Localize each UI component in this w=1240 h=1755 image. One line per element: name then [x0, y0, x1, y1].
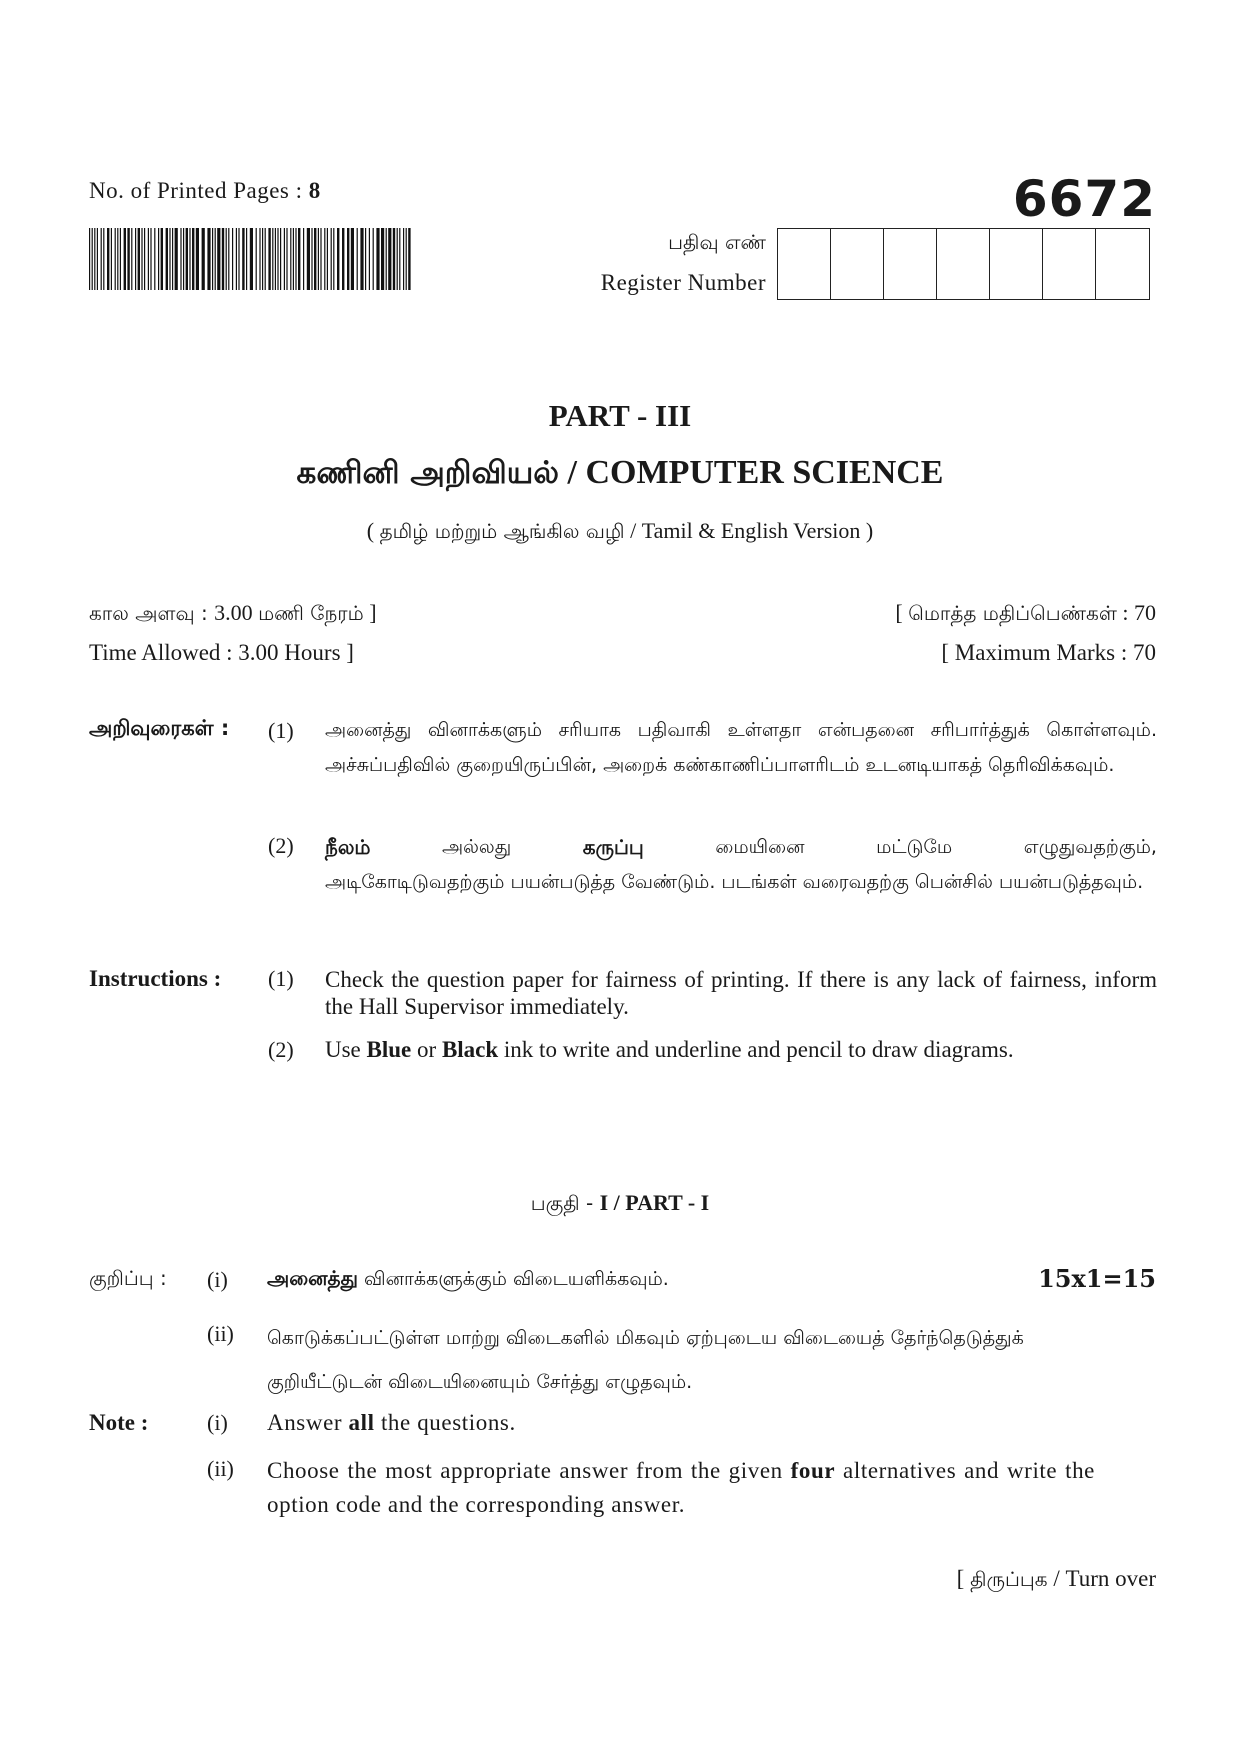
barcode-bar — [307, 228, 310, 290]
note-english-i-number: (i) — [207, 1410, 228, 1435]
subject-title-english: COMPUTER SCIENCE — [585, 454, 944, 491]
barcode-bar — [373, 228, 374, 290]
register-label-tamil: பதிவு எண் — [668, 230, 766, 254]
barcode-bar — [107, 228, 109, 290]
note-english-i-text — [267, 1410, 516, 1436]
note-tamil-ii-text: கொடுக்கப்பட்டுள்ள மாற்று விடைகளில் மிகவும் ஏற்புடைய விடையைத் தேர்ந்தெடுத்துக் குறியீட்டுடன் விடையினையும் சேர்த்து எழுதவும். — [267, 1327, 1024, 1393]
barcode-bar — [280, 228, 281, 290]
barcode-bar — [175, 228, 178, 290]
barcode-bar — [314, 228, 316, 290]
barcode-bar — [293, 228, 294, 290]
barcode-bar — [295, 228, 296, 290]
paper-code: 6672 — [1012, 170, 1156, 228]
barcode-bar — [342, 228, 344, 290]
note-en-i-bold: all — [348, 1410, 375, 1435]
instruction-english-2-text — [325, 1037, 1157, 1063]
time-allowed-english: Time Allowed : 3.00 Hours ] — [89, 640, 354, 665]
barcode-bar — [275, 228, 276, 290]
max-marks-english: [ Maximum Marks : 70 — [941, 640, 1156, 665]
barcode-bar — [393, 228, 395, 290]
barcode-bar — [303, 228, 304, 290]
barcode-bar — [333, 228, 334, 290]
marks-tamil-label: மொத்த மதிப்பெண்கள் — [908, 601, 1117, 625]
barcode-bar — [131, 228, 132, 290]
barcode-bar — [256, 228, 257, 290]
only-word-tamil: மட்டுமே — [876, 836, 953, 858]
barcode-bar — [268, 228, 270, 290]
barcode-bar — [320, 228, 321, 290]
barcode-bar — [265, 228, 266, 290]
barcode-bar — [259, 228, 260, 290]
barcode-bar — [161, 228, 163, 290]
ins-en-2-part1: Use — [325, 1037, 367, 1062]
time-allowed-tamil — [89, 600, 377, 628]
instruction-tamil-2-rest: அடிகோடிடுவதற்கும் பயன்படுத்த வேண்டும். படங்கள் வரைவதற்கு பென்சில் பயன்படுத்தவும். — [325, 871, 1144, 893]
barcode-bar — [376, 228, 379, 290]
barcode-bar — [284, 228, 285, 290]
printed-pages-label: No. of Printed Pages : — [89, 178, 303, 203]
barcode-bar — [337, 228, 339, 290]
barcode-bar — [101, 228, 102, 290]
subject-title — [0, 454, 1240, 495]
printed-pages-line — [89, 178, 321, 204]
note-tamil-i-bold: அனைத்து — [267, 1266, 358, 1290]
barcode-bar — [215, 228, 216, 290]
instruction-tamil-1-number: (1) — [268, 718, 294, 743]
marks-scheme: 15x1=15 — [1038, 1264, 1156, 1293]
barcode-bar — [148, 228, 149, 290]
marks-tamil-value: : 70 — [1116, 600, 1156, 625]
barcode-bar — [277, 228, 278, 290]
barcode-bar — [89, 228, 90, 290]
barcode-bar — [236, 228, 237, 290]
note-en-i-part1: Answer — [267, 1410, 349, 1435]
barcode-bar — [158, 228, 159, 290]
ins-en-2-part2: or — [411, 1037, 442, 1062]
barcode-bar — [386, 228, 387, 290]
part-one-heading-tamil: பகுதி - — [530, 1191, 600, 1215]
register-digit-box[interactable] — [831, 229, 884, 299]
instruction-tamil-2-number: (2) — [268, 833, 294, 858]
barcode-bar — [290, 228, 291, 290]
instruction-english-1-text: Check the question paper for fairness of printing. If there is any lack of fairness, inform the Hall Supervisor immediately. — [325, 967, 1157, 1019]
printed-pages-value: 8 — [308, 178, 321, 203]
register-number-boxes[interactable] — [777, 228, 1150, 300]
barcode-bar — [207, 228, 210, 290]
barcode-bar — [232, 228, 233, 290]
instruction-tamil-2-text — [325, 830, 1157, 900]
barcode-bar — [347, 228, 349, 290]
barcode-bar — [324, 228, 325, 290]
barcode-bar — [365, 228, 366, 290]
part-one-heading-english: I / PART - I — [599, 1190, 710, 1215]
barcode-bar — [381, 228, 384, 290]
barcode-bar — [262, 228, 263, 290]
barcode-bar — [286, 228, 287, 290]
barcode-bar — [388, 228, 391, 290]
barcode-bar — [92, 228, 93, 290]
note-en-ii-part2: alternatives and write the option code and the corresponding answer. — [267, 1458, 1095, 1517]
barcode-bar — [311, 228, 312, 290]
ink-word-tamil: மையினை — [715, 836, 805, 858]
note-tamil-label: குறிப்பு : — [89, 1266, 167, 1290]
turn-over-tamil: திருப்புக — [970, 1567, 1048, 1591]
instructions-tamil-label: அறிவுரைகள் : — [89, 716, 230, 740]
register-digit-box[interactable] — [1096, 229, 1149, 299]
note-tamil-ii-number: (ii) — [207, 1321, 234, 1346]
black-word: Black — [441, 1037, 499, 1062]
barcode-bar — [246, 228, 247, 290]
barcode-bar — [242, 228, 244, 290]
register-label-english: Register Number — [600, 270, 766, 295]
barcode-bar — [115, 228, 116, 290]
barcode-bar — [357, 228, 358, 290]
barcode-bar — [180, 228, 181, 290]
barcode-bar — [272, 228, 273, 290]
barcode-bar — [141, 228, 142, 290]
barcode-bar — [183, 228, 184, 290]
time-tamil-label: கால அளவு : — [89, 601, 215, 625]
barcode-bar — [327, 228, 328, 290]
barcode-bar — [192, 228, 194, 290]
barcode-bar — [117, 228, 118, 290]
note-tamil-i-number: (i) — [207, 1267, 228, 1292]
note-tamil-i-rest: வினாக்களுக்கும் விடையளிக்கவும். — [357, 1268, 669, 1290]
barcode-bar — [298, 228, 300, 290]
register-digit-box[interactable] — [990, 229, 1043, 299]
turn-over-open: [ — [956, 1566, 971, 1591]
barcode-bar — [111, 228, 112, 290]
barcode-bar — [135, 228, 136, 290]
instructions-english-label: Instructions : — [89, 966, 222, 991]
barcode-image — [89, 228, 415, 290]
barcode-bar — [408, 228, 410, 290]
register-digit-box[interactable] — [937, 229, 990, 299]
register-digit-box[interactable] — [778, 229, 831, 299]
ins-en-2-part3: ink to write and underline and pencil to draw diagrams. — [498, 1037, 1014, 1062]
note-english-label: Note : — [89, 1410, 149, 1435]
barcode-bar — [154, 228, 155, 290]
barcode-bar — [238, 228, 239, 290]
barcode-bar — [351, 228, 354, 290]
barcode-bar — [127, 228, 129, 290]
barcode-bar — [212, 228, 213, 290]
turn-over-footer — [957, 1566, 1156, 1594]
barcode-bar — [406, 228, 407, 290]
version-open: ( — [366, 518, 380, 543]
barcode-bar — [360, 228, 363, 290]
time-tamil-value: 3.00 — [214, 600, 259, 625]
barcode-bar — [202, 228, 205, 290]
part-title: PART - III — [548, 398, 692, 433]
subject-title-tamil: கணினி அறிவியல் — [296, 455, 560, 491]
part-one-heading — [0, 1190, 1240, 1218]
version-line — [0, 518, 1240, 546]
blue-word-tamil: நீலம் — [325, 835, 371, 859]
version-tamil: தமிழ் மற்றும் ஆங்கில வழி — [379, 519, 625, 543]
barcode-bar — [403, 228, 404, 290]
barcode-bar — [186, 228, 188, 290]
barcode-bar — [144, 228, 145, 290]
barcode-bar — [103, 228, 104, 290]
barcode-bar — [138, 228, 140, 290]
barcode-bar — [150, 228, 151, 290]
barcode-bar — [124, 228, 126, 290]
barcode-bar — [97, 228, 98, 290]
barcode-bar — [120, 228, 121, 290]
instruction-tamil-1-text: அனைத்து வினாக்களும் சரியாக பதிவாகி உள்ளதா என்பதனை சரிபார்த்துக் கொள்ளவும். அச்சுப்பதிவில் குறையிருப்பின், அறைக் கண்காணிப்பாளரிடம் உடனடியாகத் தெரிவிக்கவும். — [325, 719, 1157, 776]
time-tamil-unit: மணி நேரம் — [258, 601, 364, 625]
barcode-bar — [222, 228, 224, 290]
time-tamil-close: ] — [363, 600, 377, 625]
barcode-bar — [369, 228, 370, 290]
barcode-bar — [172, 228, 173, 290]
instruction-english-2-number: (2) — [268, 1037, 294, 1062]
note-en-i-part2: the questions. — [374, 1410, 516, 1435]
barcode-bar — [94, 228, 95, 290]
or-word-tamil: அல்லது — [442, 836, 512, 858]
barcode-bar — [397, 228, 398, 290]
note-en-ii-part1: Choose the most appropriate answer from the given — [267, 1458, 791, 1483]
barcode-bar — [196, 228, 199, 290]
version-english: / Tamil & English Version ) — [624, 518, 874, 543]
note-tamil-i-text — [267, 1266, 669, 1293]
marks-tamil-open: [ — [895, 600, 909, 625]
turn-over-english: / Turn over — [1047, 1566, 1156, 1591]
barcode-bar — [217, 228, 220, 290]
write-word-tamil: எழுதுவதற்கும், — [1023, 836, 1157, 858]
register-digit-box[interactable] — [1043, 229, 1096, 299]
subject-title-separator: / — [559, 454, 586, 491]
note-en-ii-bold: four — [790, 1458, 836, 1483]
barcode-bar — [166, 228, 168, 290]
max-marks-tamil — [895, 600, 1156, 628]
note-english-ii-number: (ii) — [207, 1456, 234, 1481]
blue-word: Blue — [366, 1037, 412, 1062]
barcode-bar — [318, 228, 319, 290]
register-digit-box[interactable] — [884, 229, 937, 299]
instruction-english-1-number: (1) — [268, 966, 294, 991]
black-word-tamil: கருப்பு — [582, 835, 644, 859]
barcode-bar — [226, 228, 227, 290]
barcode-bar — [399, 228, 400, 290]
barcode-bar — [228, 228, 229, 290]
note-english-ii-text — [267, 1454, 1095, 1522]
barcode-bar — [250, 228, 253, 290]
barcode-bar — [169, 228, 170, 290]
barcode-bar — [189, 228, 190, 290]
barcode-bar — [331, 228, 332, 290]
